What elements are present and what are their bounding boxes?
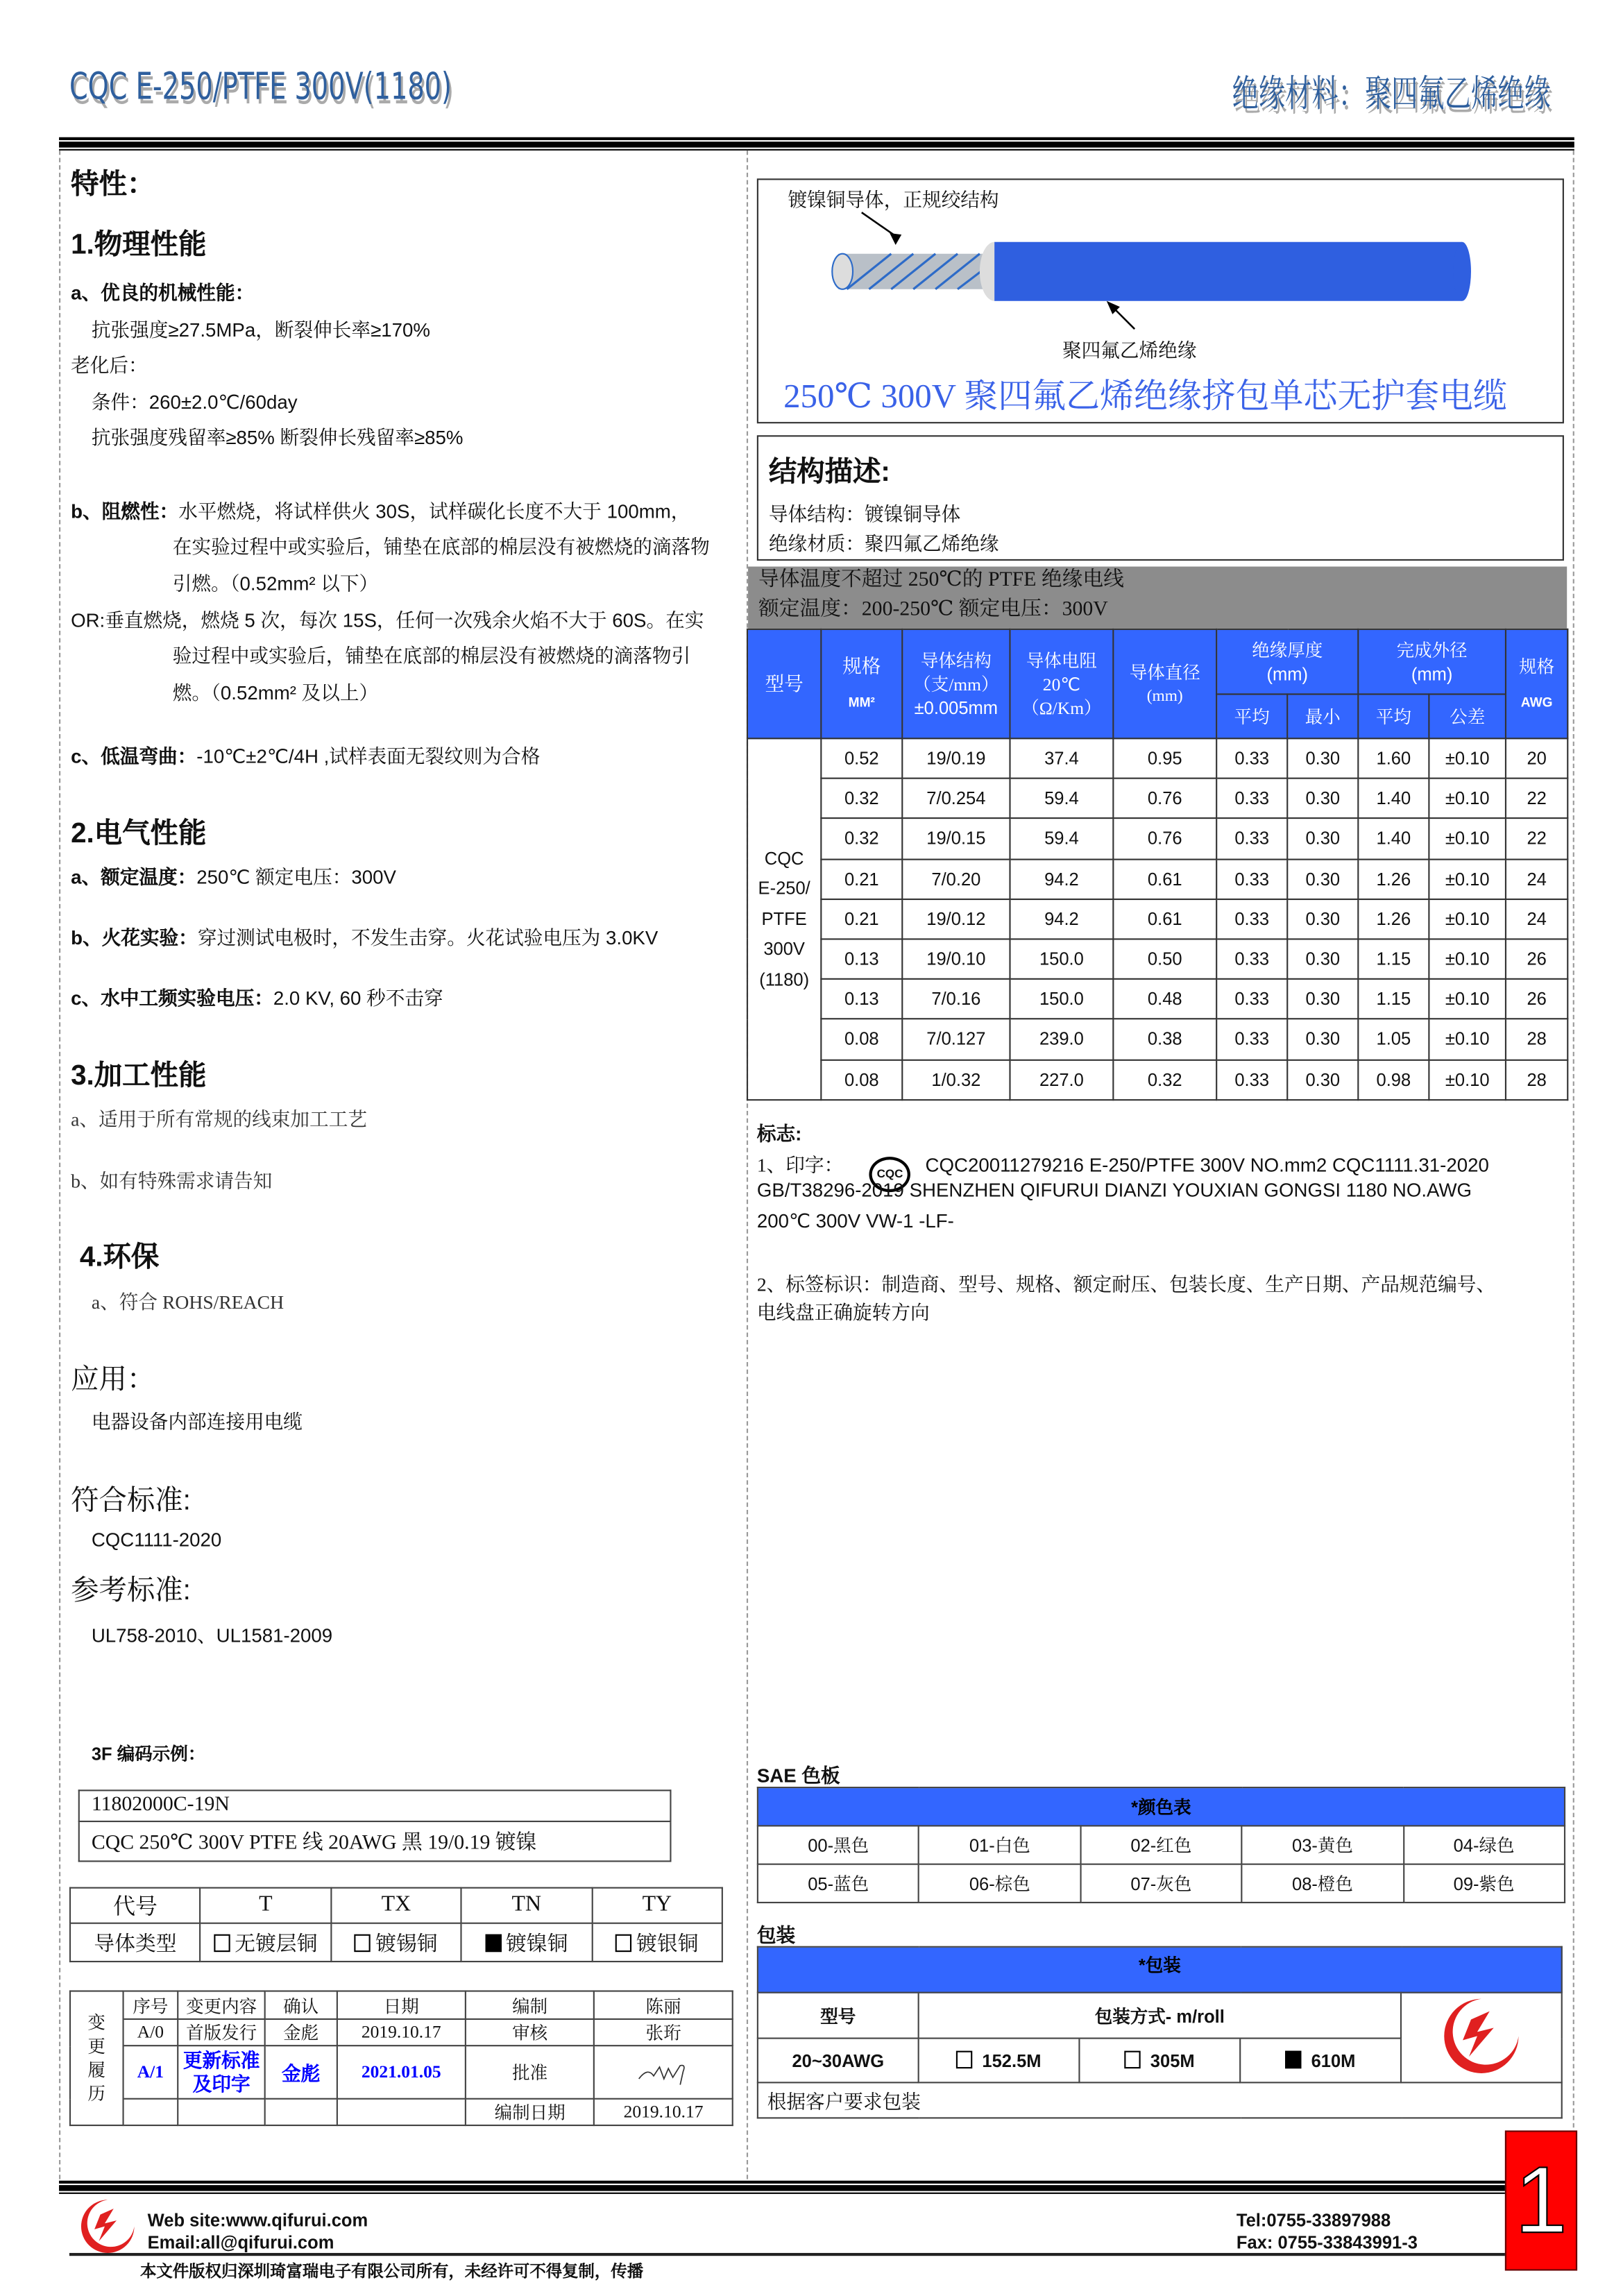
spec-cell: 0.30 [1287, 779, 1358, 819]
checkbox-icon [355, 1934, 371, 1952]
header-insulation: 绝缘厚度 (mm) [1216, 629, 1358, 695]
spec-cell: 0.33 [1216, 859, 1287, 899]
rating-line: 导体温度不超过 250℃的 PTFE 绝缘电线 [758, 569, 1124, 592]
company-logo-icon [1440, 1994, 1522, 2077]
section-electrical-title: 2.电气性能 [71, 819, 207, 850]
table-row [70, 2019, 733, 2046]
spec-cell: 0.08 [821, 1060, 902, 1100]
structure-box [757, 435, 1564, 561]
telephone: Tel:0755-33897988 [1236, 2210, 1391, 2231]
model-label: 型号 [758, 1993, 919, 2039]
code-header: TY [592, 1888, 722, 1923]
color-cell: 05-蓝色 [758, 1864, 919, 1903]
spec-row [747, 738, 1567, 779]
spec-cell: 1.26 [1358, 859, 1429, 899]
spec-line: 穿过测试电极时，不发生击穿。火花试验电压为 3.0KV [197, 926, 658, 949]
table-row [758, 1864, 1565, 1903]
code-value: 11802000C-19N [79, 1790, 671, 1821]
conductor-type-label: 导体类型 [70, 1923, 201, 1962]
label-line: 2、标签标识：制造商、型号、规格、额定耐压、包装长度、生产日期、产品规范编号、 [756, 1273, 1496, 1295]
header-rule-thick [59, 142, 1574, 148]
history-cell: 编制日期 [466, 2099, 594, 2125]
label-line: 电线盘正确旋转方向 [756, 1301, 930, 1324]
color-cell: 08-橙色 [1242, 1864, 1404, 1903]
spec-cell: 0.76 [1113, 819, 1216, 859]
model-value: 20~30AWG [758, 2039, 919, 2083]
spec-line: 2.0 KV, 60 秒不击穿 [273, 987, 443, 1010]
website-link[interactable]: Web site:www.qifurui.com [147, 2210, 368, 2231]
standard-title: 符合标准: [71, 1486, 191, 1517]
conductor-option [331, 1923, 461, 1962]
footer-rule-bottom [69, 2253, 1505, 2256]
rating-line: 额定温度：200-250℃ 额定电压：300V [758, 599, 1108, 622]
spec-cell: 1.40 [1358, 819, 1429, 859]
marking-prefix: 1、印字： [756, 1153, 844, 1176]
method-label: 包装方式- m/roll [919, 1993, 1401, 2039]
packaging-header: *包装 [758, 1947, 1562, 1993]
spec-line: 老化后： [71, 354, 148, 377]
option-label: 镀镍铜 [506, 1933, 568, 1956]
wire-illustration-box [757, 178, 1564, 423]
fax: Fax: 0755-33843991-3 [1236, 2232, 1418, 2253]
history-header: 陈丽 [594, 1991, 732, 2019]
spec-cell: 0.98 [1358, 1060, 1429, 1100]
wire-caption: 250℃ 300V 聚四氟乙烯绝缘挤包单芯无护套电缆 [783, 377, 1507, 415]
spec-cell: 0.32 [821, 819, 902, 859]
header-title-right: 绝缘材料：聚四氟乙烯绝缘 [1232, 72, 1551, 115]
header-conductor: 导体结构 （支/mm） ±0.005mm [902, 629, 1010, 738]
history-side-label: 变更履历 [87, 2012, 105, 2104]
spec-line: 250℃ 额定电压：300V [196, 866, 396, 889]
history-cell: 金彪 [265, 2046, 337, 2099]
code-example-title: 3F 编码示例： [91, 1744, 206, 1765]
header-title-left: CQC E-250/PTFE 300V(1180) [69, 65, 452, 108]
pack-option [1240, 2039, 1401, 2083]
history-cell: 批准 [466, 2046, 594, 2099]
spec-cell: 1.26 [1358, 899, 1429, 939]
spec-row [747, 939, 1567, 979]
copyright-text: 本文件版权归深圳琦富瑞电子有限公司所有，未经许可不得复制，传播 [140, 2263, 644, 2281]
spec-cell: 28 [1506, 1019, 1567, 1060]
checkbox-icon [615, 1934, 631, 1952]
conductor-option [201, 1923, 331, 1962]
spec-cell: 0.21 [821, 859, 902, 899]
logo-cell [1401, 1993, 1562, 2083]
spec-cell: 19/0.10 [902, 939, 1010, 979]
history-cell [123, 2099, 178, 2125]
header-resistance: 导体电阻 20℃ （Ω/Km） [1010, 629, 1113, 738]
spec-header-row [747, 629, 1567, 695]
spec-line: 燃。（0.52mm² 及以上） [172, 681, 379, 704]
spec-cell: 59.4 [1010, 779, 1113, 819]
header-od-avg: 平均 [1358, 694, 1429, 738]
pack-option [1079, 2039, 1240, 2083]
history-header: 编制 [466, 1991, 594, 2019]
color-cell: 07-灰色 [1080, 1864, 1242, 1903]
signature-icon [627, 2052, 700, 2087]
spec-row [747, 779, 1567, 819]
table-row [758, 1993, 1562, 2039]
spec-cell: 1.15 [1358, 939, 1429, 979]
color-table [757, 1787, 1565, 1903]
spec-cell: ±0.10 [1429, 899, 1506, 939]
color-cell: 02-红色 [1080, 1826, 1242, 1864]
spec-row [747, 979, 1567, 1019]
spec-cell: 227.0 [1010, 1060, 1113, 1100]
spec-cell: 0.30 [1287, 979, 1358, 1019]
spec-cell: ±0.10 [1429, 1019, 1506, 1060]
table-row [70, 2046, 733, 2099]
history-cell: 2021.01.05 [337, 2046, 466, 2099]
packaging-note: 根据客户要求包装 [758, 2082, 1562, 2118]
structure-conductor: 导体结构：镀镍铜导体 [768, 503, 961, 525]
history-cell [265, 2099, 337, 2125]
spec-cell: 0.61 [1113, 899, 1216, 939]
spec-cell: 0.33 [1216, 1019, 1287, 1060]
spec-line: 在实验过程中或实验后，铺垫在底部的棉层没有被燃烧的滴落物 [172, 535, 710, 558]
cold-bend-title: c、低温弯曲： [71, 745, 197, 767]
spec-cell: 20 [1506, 738, 1567, 779]
spec-cell: ±0.10 [1429, 939, 1506, 979]
company-logo-icon [78, 2197, 137, 2256]
history-header: 序号 [123, 1991, 178, 2019]
spec-cell: 0.30 [1287, 939, 1358, 979]
spec-cell: 59.4 [1010, 819, 1113, 859]
spark-title: b、火花实验： [71, 926, 198, 949]
change-history-table [69, 1990, 733, 2126]
spec-cell: 22 [1506, 779, 1567, 819]
footer-rule-thin [59, 2193, 1505, 2194]
spec-cell: 0.30 [1287, 859, 1358, 899]
spec-cell: 0.33 [1216, 819, 1287, 859]
features-title: 特性： [71, 169, 155, 201]
history-cell: 金彪 [265, 2019, 337, 2046]
color-table-header: *颜色表 [758, 1787, 1565, 1826]
flame-title: b、阻燃性： [71, 500, 179, 522]
spec-cell: 0.21 [821, 899, 902, 939]
spec-cell: 150.0 [1010, 979, 1113, 1019]
option-label: 镀锡铜 [375, 1933, 438, 1956]
reference-text: UL758-2010、UL1581-2009 [91, 1624, 333, 1647]
application-text: 电器设备内部连接用电缆 [91, 1410, 303, 1433]
spec-cell: 0.13 [821, 979, 902, 1019]
history-header: 确认 [265, 1991, 337, 2019]
spec-cell: 0.13 [821, 939, 902, 979]
page-number: 1 [1505, 2130, 1577, 2270]
spec-cell: 0.33 [1216, 738, 1287, 779]
checked-checkbox-icon [485, 1934, 501, 1952]
header-model: 型号 [747, 629, 821, 738]
marking-title: 标志: [756, 1123, 802, 1146]
header-awg: 规格 AWG [1506, 629, 1567, 738]
history-header: 变更内容 [178, 1991, 264, 2019]
history-cell: 审核 [466, 2019, 594, 2046]
option-label: 镀银铜 [636, 1933, 699, 1956]
section-env-title: 4.环保 [79, 1242, 160, 1274]
spec-cell: 0.48 [1113, 979, 1216, 1019]
spec-line: -10℃±2℃/4H ,试样表面无裂纹则为合格 [196, 745, 541, 767]
conductor-code-table [69, 1887, 723, 1962]
table-row [70, 2099, 733, 2125]
spec-cell: 0.30 [1287, 738, 1358, 779]
mechanical-title: a、优良的机械性能： [71, 282, 255, 305]
packaging-title: 包装 [756, 1923, 796, 1946]
spec-cell: 1.40 [1358, 779, 1429, 819]
spec-cell: 0.30 [1287, 899, 1358, 939]
packaging-table [757, 1946, 1563, 2119]
marking-line: 200℃ 300V VW-1 -LF- [756, 1209, 954, 1232]
spec-cell: 7/0.127 [902, 1019, 1010, 1060]
spec-cell: 7/0.254 [902, 779, 1010, 819]
pack-option [919, 2039, 1080, 2083]
divider [747, 151, 748, 2179]
table-row [758, 1947, 1562, 1993]
history-cell: A/1 [123, 2046, 178, 2099]
option-label: 610M [1306, 2050, 1356, 2071]
table-row [70, 1888, 722, 1923]
insulation-label: 聚四氟乙烯绝缘 [1062, 339, 1197, 362]
footer-rule [59, 2181, 1505, 2184]
conductor-option [461, 1923, 592, 1962]
spec-cell: 0.30 [1287, 1060, 1358, 1100]
table-row [758, 2082, 1562, 2118]
spec-line: 抗张强度≥27.5MPa，断裂伸长率≥170% [91, 318, 430, 341]
spec-cell: 0.33 [1216, 899, 1287, 939]
reference-title: 参考标准: [71, 1575, 191, 1607]
spec-cell: ±0.10 [1429, 1060, 1506, 1100]
spec-cell: 7/0.20 [902, 859, 1010, 899]
spec-cell: 22 [1506, 819, 1567, 859]
checkbox-icon [957, 2050, 973, 2068]
spec-cell: ±0.10 [1429, 859, 1506, 899]
structure-insulation: 绝缘材质：聚四氟乙烯绝缘 [768, 532, 999, 555]
color-cell: 04-绿色 [1403, 1826, 1565, 1864]
spec-cell: 37.4 [1010, 738, 1113, 779]
history-cell [178, 2099, 264, 2125]
color-cell: 03-黄色 [1242, 1826, 1404, 1864]
history-side-cell [70, 1991, 123, 2125]
history-header: 日期 [337, 1991, 466, 2019]
spec-line: a、适用于所有常规的线束加工工艺 [71, 1107, 367, 1130]
spec-cell: ±0.10 [1429, 779, 1506, 819]
model-cell: CQC E-250/ PTFE 300V (1180) [747, 738, 821, 1099]
spec-cell: 0.33 [1216, 939, 1287, 979]
section-processing-title: 3.加工性能 [71, 1060, 207, 1092]
spec-cell: 0.95 [1113, 738, 1216, 779]
spec-cell: 94.2 [1010, 859, 1113, 899]
code-header: 代号 [70, 1888, 201, 1923]
spec-line: 条件：260±2.0℃/60day [91, 391, 298, 414]
spec-table [747, 629, 1568, 1100]
header-od-tol: 公差 [1429, 694, 1506, 738]
code-header: TN [461, 1888, 592, 1923]
spec-cell: 24 [1506, 859, 1567, 899]
spec-cell: 0.38 [1113, 1019, 1216, 1060]
history-cell: 张珩 [594, 2019, 732, 2046]
checked-checkbox-icon [1286, 2050, 1302, 2068]
divider [1573, 151, 1574, 2127]
spec-cell: 26 [1506, 939, 1567, 979]
spec-row [747, 899, 1567, 939]
code-example-box [78, 1789, 672, 1862]
spec-cell: 239.0 [1010, 1019, 1113, 1060]
footer-rule-thick [59, 2185, 1505, 2191]
code-description: CQC 250℃ 300V PTFE 线 20AWG 黑 19/0.19 镀镍 [79, 1821, 671, 1861]
header-diameter: 导体直径 (mm) [1113, 629, 1216, 738]
history-cell: A/0 [123, 2019, 178, 2046]
spec-cell: 28 [1506, 1060, 1567, 1100]
spec-cell: 1/0.32 [902, 1060, 1010, 1100]
history-cell [337, 2099, 466, 2125]
divider [59, 151, 60, 2179]
spec-cell: 0.08 [821, 1019, 902, 1060]
sae-title: SAE 色板 [756, 1764, 840, 1787]
header-rule [59, 137, 1574, 140]
checkbox-icon [214, 1934, 230, 1952]
spec-cell: 19/0.12 [902, 899, 1010, 939]
spec-cell: 94.2 [1010, 899, 1113, 939]
code-header: TX [331, 1888, 461, 1923]
water-test-title: c、水中工频实验电压： [71, 987, 273, 1010]
spec-row [747, 1019, 1567, 1060]
table-row [758, 1826, 1565, 1864]
spec-cell: 0.33 [1216, 1060, 1287, 1100]
rated-temp-title: a、额定温度： [71, 866, 197, 889]
section-physical-title: 1.物理性能 [71, 230, 207, 262]
color-cell: 06-棕色 [919, 1864, 1080, 1903]
spec-line: OR:垂直燃烧，燃烧 5 次，每次 15S，任何一次残余火焰不大于 60S。在实 [71, 609, 704, 632]
structure-title: 结构描述: [768, 457, 890, 488]
header-od: 完成外径 (mm) [1358, 629, 1506, 695]
checkbox-icon [1125, 2050, 1141, 2068]
spec-cell: 0.61 [1113, 859, 1216, 899]
email-link[interactable]: Email:all@qifurui.com [147, 2232, 334, 2253]
color-cell: 09-紫色 [1403, 1864, 1565, 1903]
spec-cell: 0.33 [1216, 979, 1287, 1019]
spec-cell: 0.30 [1287, 1019, 1358, 1060]
spec-line: 引燃。（0.52mm² 以下） [172, 572, 379, 595]
spec-cell: 24 [1506, 899, 1567, 939]
table-row [758, 1787, 1565, 1826]
history-cell: 更新标准及印字 [178, 2046, 264, 2099]
option-label: 无镀层铜 [235, 1933, 318, 1956]
table-row [70, 1991, 733, 2019]
spec-cell: 0.50 [1113, 939, 1216, 979]
header-ins-min: 最小 [1287, 694, 1358, 738]
spec-cell: 150.0 [1010, 939, 1113, 979]
history-cell: 2019.10.17 [337, 2019, 466, 2046]
spec-cell: 0.32 [1113, 1060, 1216, 1100]
spec-cell: 0.30 [1287, 819, 1358, 859]
marking-line: GB/T38296-2019 SHENZHEN QIFURUI DIANZI YOUXIAN GONGSI 1180 NO.AWG [756, 1178, 1472, 1201]
standard-text: CQC1111-2020 [91, 1528, 222, 1551]
color-cell: 01-白色 [919, 1826, 1080, 1864]
spec-cell: 0.33 [1216, 779, 1287, 819]
spec-cell: 1.60 [1358, 738, 1429, 779]
option-label: 152.5M [977, 2050, 1042, 2071]
spec-line: 水平燃烧，将试样供火 30S，试样碳化长度不大于 100mm， [178, 500, 690, 522]
spec-cell: 1.15 [1358, 979, 1429, 1019]
spec-row [747, 819, 1567, 859]
option-label: 305M [1145, 2050, 1195, 2071]
spec-cell: 26 [1506, 979, 1567, 1019]
conductor-option [592, 1923, 722, 1962]
spec-row [747, 859, 1567, 899]
spec-cell: ±0.10 [1429, 819, 1506, 859]
spec-cell: 19/0.15 [902, 819, 1010, 859]
color-cell: 00-黑色 [758, 1826, 919, 1864]
header-size: 规格 MM² [821, 629, 902, 738]
history-cell: 2019.10.17 [594, 2099, 732, 2125]
spec-cell: 1.05 [1358, 1019, 1429, 1060]
spec-line: a、符合 ROHS/REACH [91, 1291, 284, 1313]
spec-cell: 19/0.19 [902, 738, 1010, 779]
marking-line: CQC20011279216 E-250/PTFE 300V NO.mm2 CQC1111.31-2020 [925, 1153, 1489, 1176]
cqc-logo-icon: CQC [869, 1157, 911, 1192]
application-title: 应用： [71, 1364, 155, 1396]
spec-cell: 7/0.16 [902, 979, 1010, 1019]
spec-line: 抗张强度残留率≥85% 断裂伸长残留率≥85% [91, 426, 464, 449]
spec-line: 验过程中或实验后，铺垫在底部的棉层没有被燃烧的滴落物引 [172, 645, 691, 667]
code-header: T [201, 1888, 331, 1923]
header-rule-thin [59, 149, 1574, 151]
spec-row [747, 1060, 1567, 1100]
spec-cell: ±0.10 [1429, 738, 1506, 779]
history-cell: 首版发行 [178, 2019, 264, 2046]
signature [594, 2046, 732, 2099]
spec-cell: 0.52 [821, 738, 902, 779]
spec-cell: 0.32 [821, 779, 902, 819]
header-ins-avg: 平均 [1216, 694, 1287, 738]
spec-cell: 0.76 [1113, 779, 1216, 819]
spec-cell: ±0.10 [1429, 979, 1506, 1019]
spec-line: b、如有特殊需求请告知 [71, 1170, 273, 1193]
rating-band [748, 567, 1567, 629]
conductor-label: 镀镍铜导体，正规绞结构 [788, 189, 999, 212]
table-row [70, 1923, 722, 1962]
